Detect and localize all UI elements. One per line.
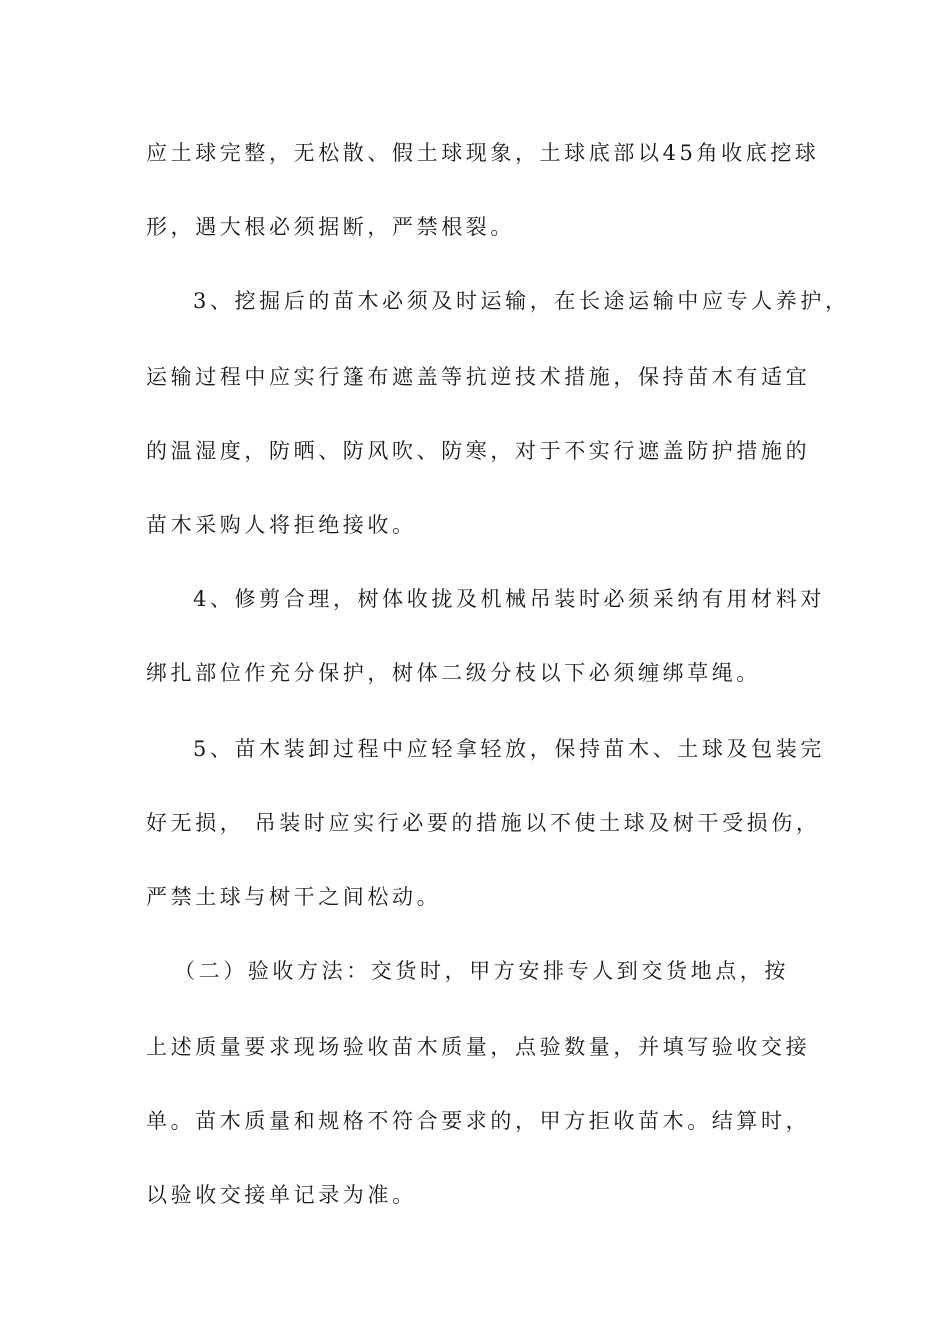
text-line-5: 的温湿度，防晒、防风吹、防寒，对于不实行遮盖防护措施的 xyxy=(146,439,811,463)
text-line-15: 以验收交接单记录为准。 xyxy=(146,1183,417,1207)
text-line-12: （二）验收方法：交货时，甲方安排专人到交货地点，按 xyxy=(174,959,789,983)
text-line-2: 形，遇大根必须据断，严禁根裂。 xyxy=(146,215,515,239)
text-line-6: 苗木采购人将拒绝接收。 xyxy=(146,513,417,537)
text-line-8: 绑扎部位作充分保护，树体二级分枝以下必须缠绑草绳。 xyxy=(146,661,761,685)
text-line-10: 好无损， 吊装时应实行必要的措施以不使土球及树干受损伤， xyxy=(146,811,821,835)
text-line-7: 4、修剪合理，树体收拢及机械吊装时必须采纳有用材料对 xyxy=(193,587,825,611)
text-line-11: 严禁土球与树干之间松动。 xyxy=(146,885,442,909)
text-line-3: 3、挖掘后的苗木必须及时运输，在长途运输中应专人养护， xyxy=(193,289,850,313)
text-line-4: 运输过程中应实行篷布遮盖等抗逆技术措施，保持苗木有适宜 xyxy=(146,365,811,389)
text-line-14: 单。苗木质量和规格不符合要求的，甲方拒收苗木。结算时， xyxy=(146,1109,811,1133)
text-line-9: 5、苗木装卸过程中应轻拿轻放，保持苗木、土球及包装完 xyxy=(193,737,825,761)
text-line-1: 应土球完整，无松散、假土球现象，土球底部以45角收底挖球 xyxy=(146,141,820,165)
text-line-13: 上述质量要求现场验收苗木质量，点验数量，并填写验收交接 xyxy=(146,1035,811,1059)
